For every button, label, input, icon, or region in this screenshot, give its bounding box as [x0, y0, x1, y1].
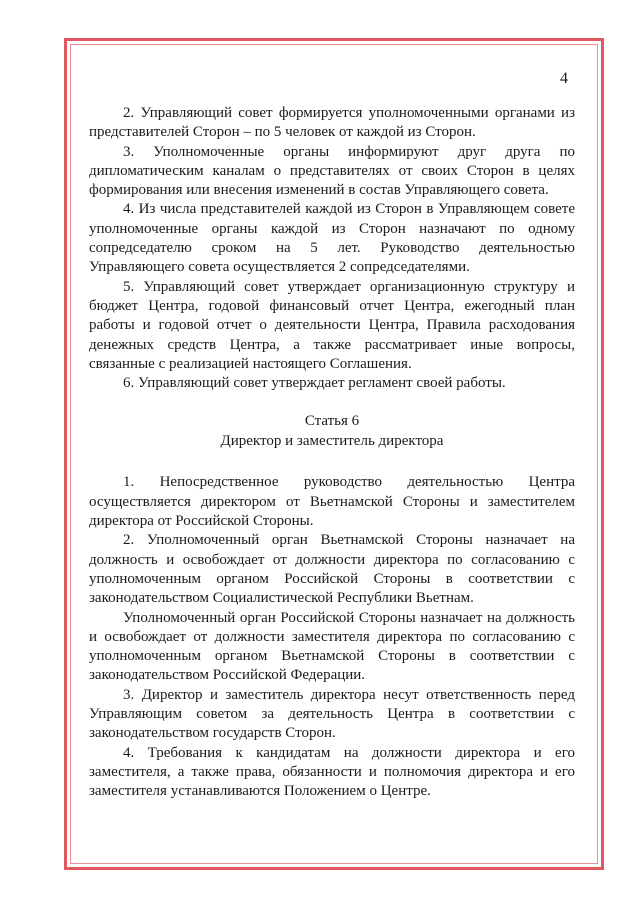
page-number: 4 [560, 70, 568, 87]
paragraph: 2. Управляющий совет формируется уполномоченными органами из представителей Сторон – по 5 человек от каждой из Сторон. [89, 105, 575, 141]
document-body [89, 104, 575, 802]
paragraph: 3. Уполномоченные органы информируют друг друга по дипломатическим каналам о представителях от своих Сторон в целях формирования или внесения изменений в состав Управляющего совета. [89, 143, 575, 199]
article-title: Директор и заместитель директора [220, 433, 444, 450]
paragraph: Уполномоченный орган Российской Стороны назначает на должность и освобождает от должности заместителя директора по согласованию с уполномоченным органом Вьетнамской Стороны в соответствии с законодательством Российской Федерации. [89, 609, 575, 684]
paragraph: 5. Управляющий совет утверждает организационную структуру и бюджет Центра, годовой финансовый отчет Центра, ежегодный план работы и годовой отчет о деятельности Центра, Правила расходования денежных средств Центра, а также рассматривает иные вопросы, связанные с реализацией настоящего Соглашения. [89, 278, 575, 372]
paragraph: 1. Непосредственное руководство деятельностью Центра осуществляется директором от Вьетнамской Стороны и заместителем директора от Российской Стороны. [89, 474, 575, 530]
article-heading [89, 411, 575, 451]
article-number: Статья 6 [304, 413, 360, 430]
paragraph: 4. Требования к кандидатам на должности директора и его заместителя, а также права, обязанности и полномочия директора и его заместителя устанавливаются Положением о Центре. [89, 744, 575, 800]
paragraph: 4. Из числа представителей каждой из Сторон в Управляющем совете уполномоченные органы каждой из Сторон назначают по одному сопредседателю сроком на 5 лет. Руководство деятельностью Управляющего совета осуществляется 2 сопредседателями. [89, 201, 575, 276]
paragraph: 3. Директор и заместитель директора несут ответственность перед Управляющим советом за деятельность Центра в соответствии с законодательством государств Сторон. [89, 686, 575, 742]
paragraph: 6. Управляющий совет утверждает регламент своей работы. [123, 375, 506, 392]
paragraph: 2. Уполномоченный орган Вьетнамской Стороны назначает на должность и освобождает от должности директора по согласованию с уполномоченным органом Российской Стороны в соответствии с законодательством Социалистической Республики Вьетнам. [89, 532, 575, 607]
